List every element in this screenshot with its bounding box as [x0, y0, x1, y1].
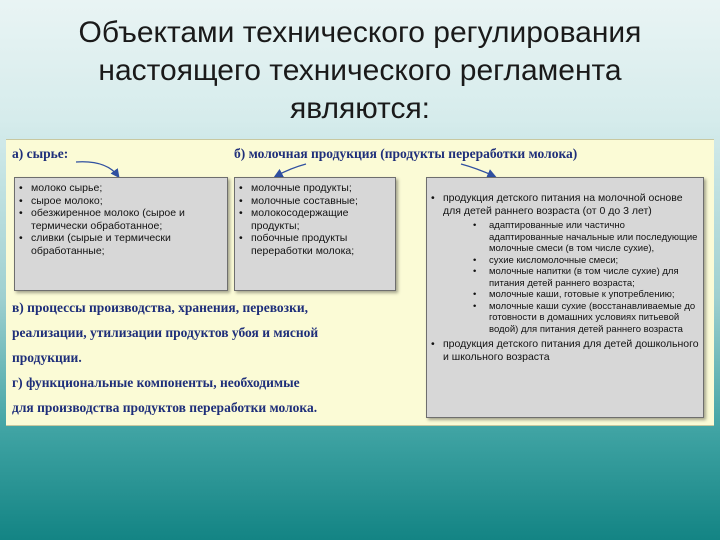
item-v-line-2: реализации, утилизации продуктов убоя и мясной: [12, 325, 319, 340]
header-dairy-products: б) молочная продукция (продукты переработки молока): [234, 146, 578, 161]
arrow-to-products-box: [276, 164, 306, 176]
item-g-line-2: для производства продуктов переработки молока.: [12, 400, 318, 415]
list-item: • побочные продукты переработки молока;: [235, 232, 395, 257]
list-item: • сливки (сырые и термически обработанные;: [15, 232, 227, 257]
title-line-2: настоящего технического регламента: [98, 54, 622, 87]
item-v-line-1: в) процессы производства, хранения, перевозки,: [12, 300, 309, 315]
raw-materials-box: [14, 177, 228, 291]
list-item: • адаптированные или частично адаптированные начальные или последующие молочные смеси (в том числе сухие),: [427, 220, 699, 255]
title-line-3: являются:: [289, 92, 431, 125]
list-item: • молочные составные;: [235, 195, 395, 208]
item-g-line-1: г) функциональные компоненты, необходимые: [12, 375, 300, 390]
title-line-1: Объектами технического регулирования: [78, 16, 642, 49]
arrow-to-baby-food-box: [461, 164, 494, 176]
list-item: • молочные продукты;: [235, 182, 395, 195]
baby-food-box: [426, 177, 704, 418]
list-item: • молочные напитки (в том числе сухие) для питания детей раннего возраста;: [427, 266, 699, 289]
header-raw-materials: а) сырье:: [12, 146, 69, 161]
slide-title: [40, 14, 680, 128]
list-item: • сырое молоко;: [15, 195, 227, 208]
list-item: • продукция детского питания на молочной основе для детей раннего возраста (от 0 до 3 лет): [427, 192, 699, 217]
content-panel: [6, 139, 714, 426]
list-item: • молочные каши, готовые к употреблению;: [427, 289, 699, 301]
list-item: • молокосодержащие продукты;: [235, 207, 395, 232]
list-item: • молоко сырье;: [15, 182, 227, 195]
list-item: • молочные каши сухие (восстанавливаемые до готовности в домашних условиях питьевой водой) для питания детей раннего возраста: [427, 301, 699, 336]
item-v-line-3: продукции.: [12, 350, 82, 365]
arrow-to-raw-box: [76, 162, 118, 176]
list-item: • обезжиренное молоко (сырое и термически обработанное;: [15, 207, 227, 232]
dairy-products-box: [234, 177, 396, 291]
list-item: • продукция детского питания для детей дошкольного и школьного возраста: [427, 338, 699, 363]
list-item: • сухие кисломолочные смеси;: [427, 255, 699, 267]
